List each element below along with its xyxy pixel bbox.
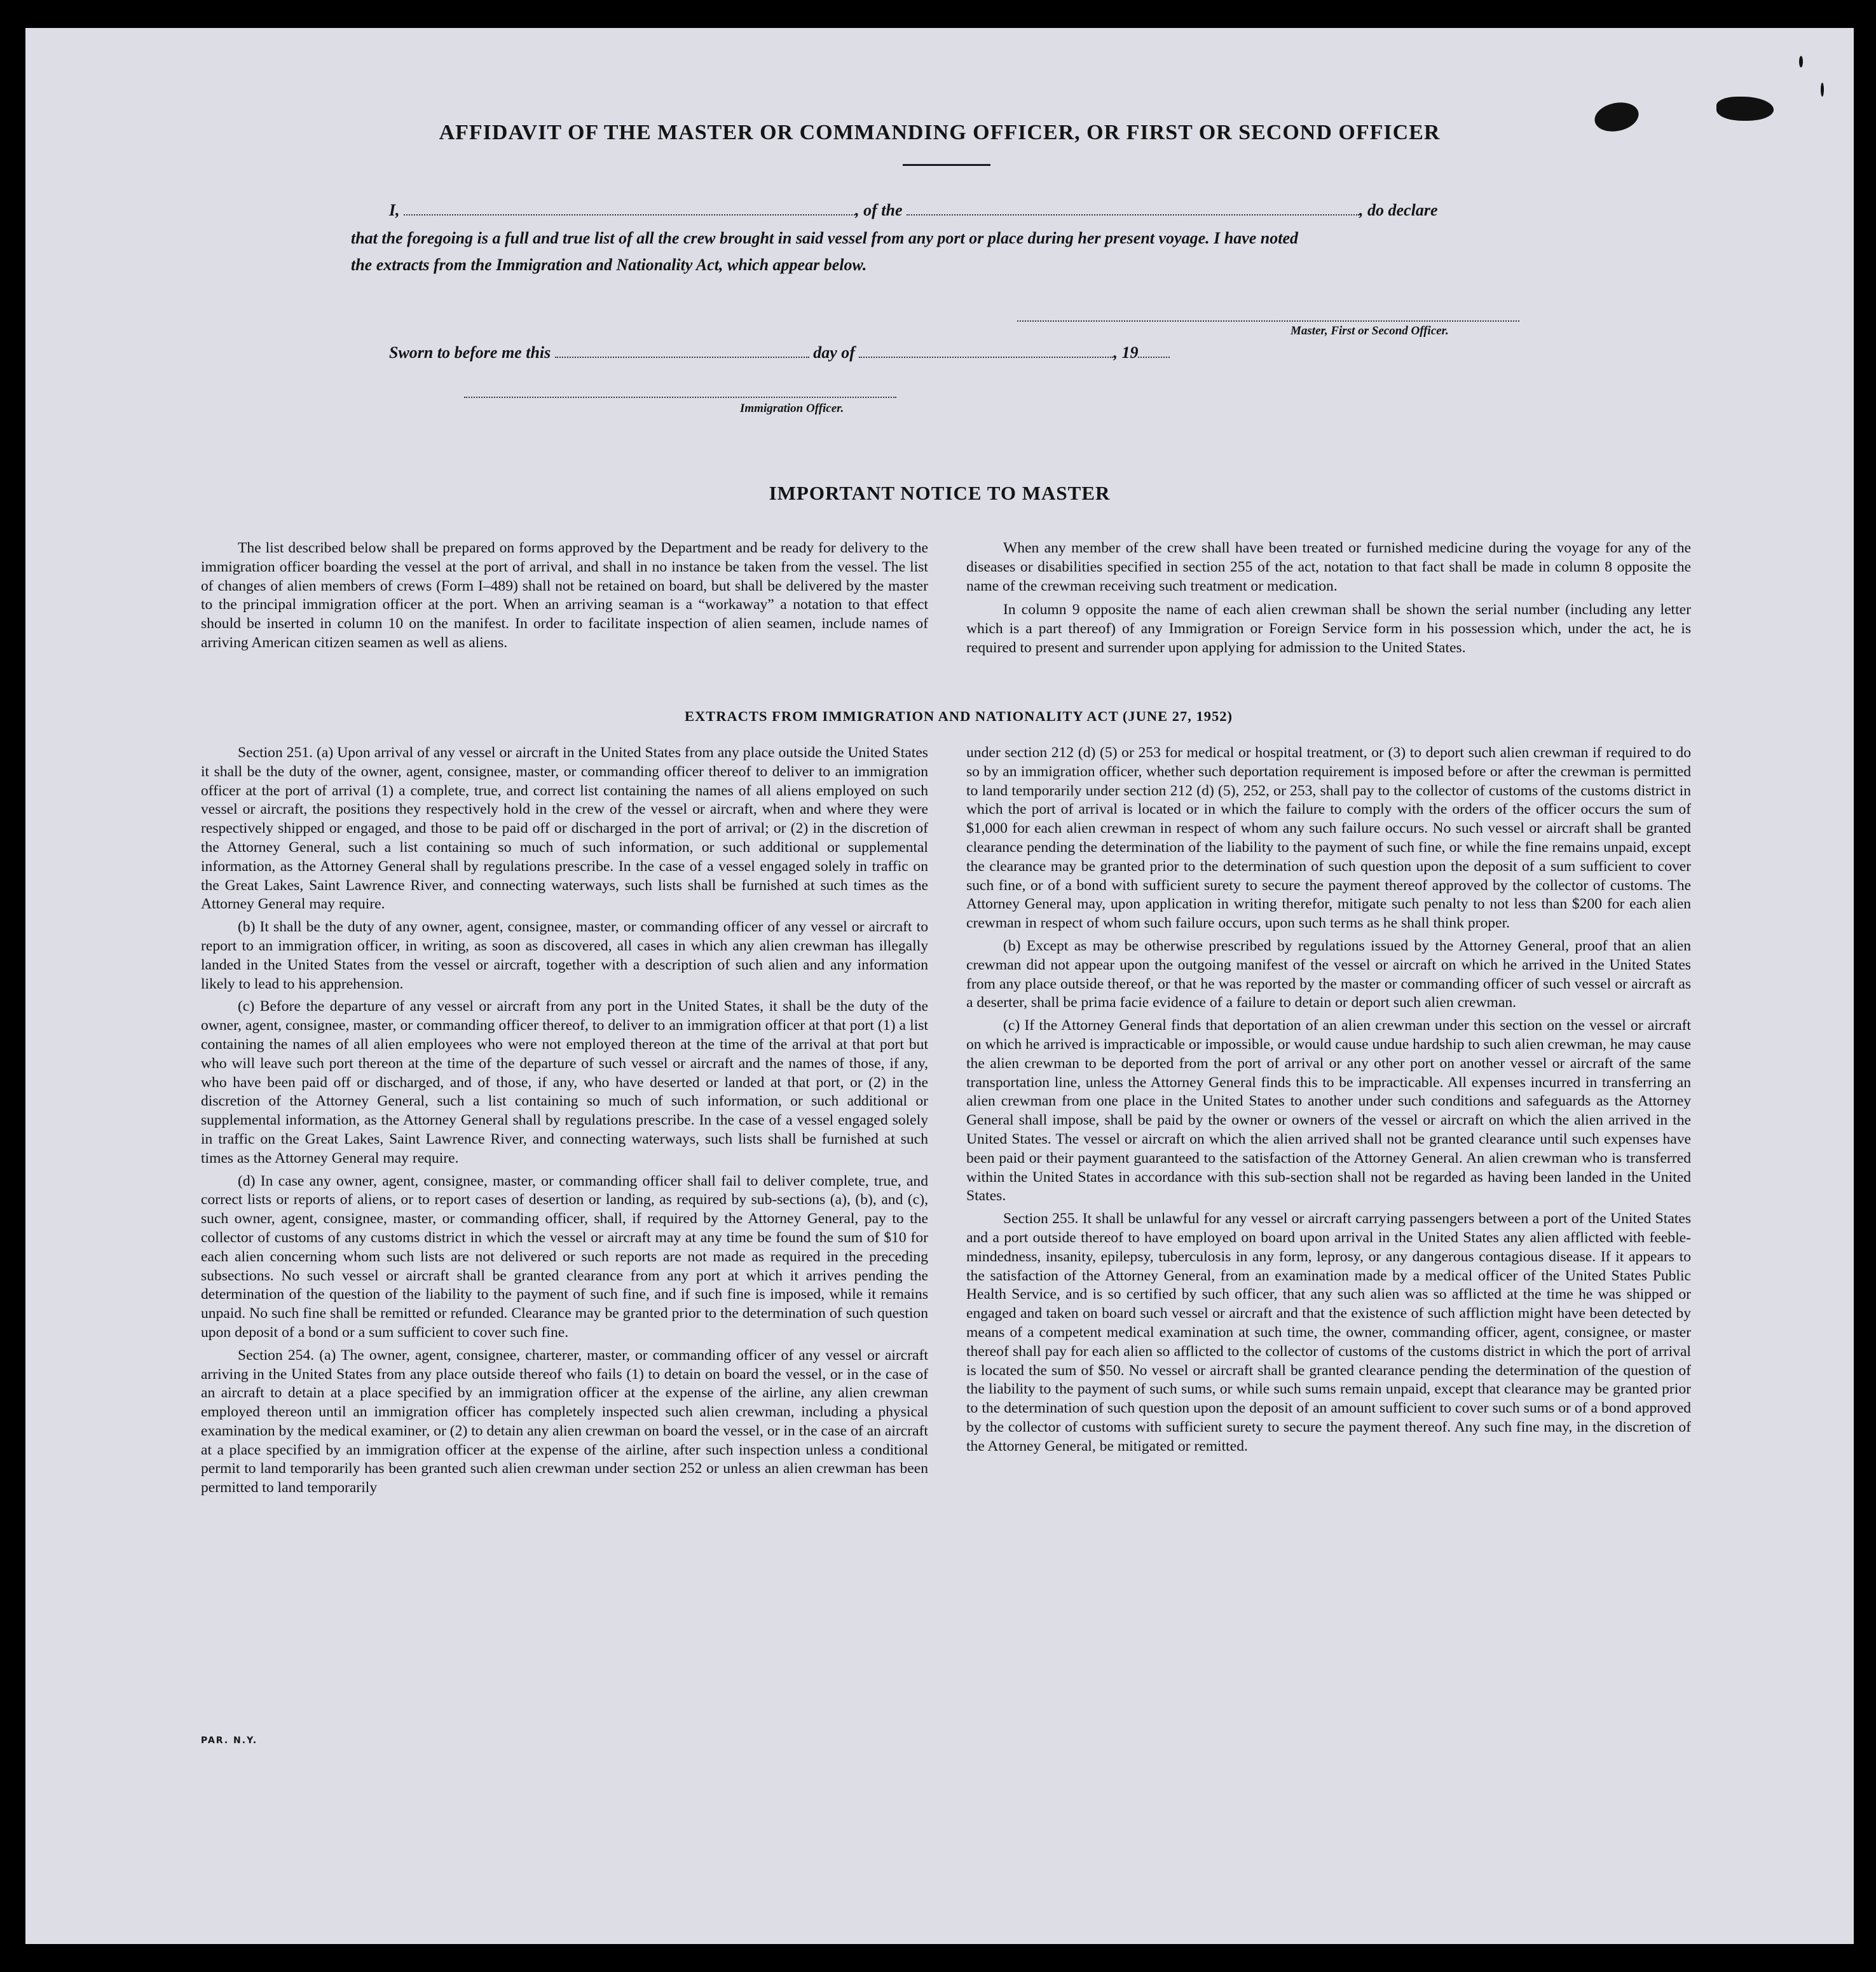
section-251-d: (d) In case any owner, agent, consignee, master, or commanding officer shall fail to deliver complete, true, and correct lists or reports of aliens, or to report cases of desertion or landing, as required by sub-sections (a), (b), and (c), such owner, agent, consignee, master, or commanding officer, shall, if required by the Attorney General, pay to the collector of customs of any customs district in which the vessel or aircraft may at any time be found the sum of $10 for each alien concerning whom such lists are not delivered or such reports are not made as required in the preceding subsections. No such vessel or aircraft shall be granted clearance from any port at which it arrives pending the determination of the question of the liability to the payment of such fine, and if such fine is imposed, while it remains unpaid. No such fine shall be remitted or refunded. Clearance may be granted prior to the determination of such question upon deposit of a bond or a sum sufficient to cover such fine. (201, 1172, 928, 1341)
sworn-prefix: Sworn to before me this (389, 343, 551, 362)
master-signature-line (1017, 320, 1519, 322)
section-254-b: (b) Except as may be otherwise prescribed by regulations issued by the Attorney General, proof that an alien crewman did not appear upon the outgoing manifest of the vessel or aircraft on which he arrived in the United States from any place outside thereof, or that he was reported by the master or commanding officer of such vessel or aircraft as a deserter, shall be prima facie evidence of a failure to detain or deport such alien crewman. (966, 937, 1691, 1011)
affidavit-title: AFFIDAVIT OF THE MASTER OR COMMANDING OFFICER, OR FIRST OR SECOND OFFICER (439, 121, 1441, 144)
title-divider (903, 164, 990, 166)
extracts-left-column (201, 744, 928, 1502)
extracts-title: EXTRACTS FROM IMMIGRATION AND NATIONALITY ACT (JUNE 27, 1952) (684, 708, 1233, 724)
ink-mark-2 (1821, 83, 1824, 97)
sworn-year-blank (1138, 344, 1170, 358)
ink-mark-1 (1799, 56, 1803, 67)
notice-title: IMPORTANT NOTICE TO MASTER (769, 482, 1111, 504)
notice-left-paragraph: The list described below shall be prepared on forms approved by the Department and be ready for delivery to the immigration officer boarding the vessel at the port of arrival, and shall in no instance be taken from the vessel. The list of changes of alien members of crews (Form I–489) shall not be retained on board, but shall be delivered by the master to the principal immigration officer at the port. When an arriving seaman is a “workaway” a notation to that effect should be inserted in column 10 on the manifest. In order to facilitate inspection of alien seamen, include names of arriving American citizen seamen as well as aliens. (201, 540, 928, 651)
extracts-right-column (966, 744, 1691, 1460)
name-blank (404, 202, 855, 216)
notice-right-paragraph-2: In column 9 opposite the name of each alien crewman shall be shown the serial number (including any letter which is a part thereof) of any Immigration or Foreign Service form in his possession which, under the act, he is required to present and surrender upon applying for admission to the United States. (966, 601, 1691, 656)
ink-blot-2 (1716, 97, 1774, 121)
sworn-month-blank (859, 344, 1113, 358)
immigration-officer-signature-line (464, 397, 896, 398)
sworn-line (389, 343, 1170, 362)
sworn-day-of: day of (813, 343, 855, 362)
sworn-date-blank (555, 344, 809, 358)
declaration-line-3: the extracts from the Immigration and Nationality Act, which appear below. (351, 256, 867, 274)
section-251-c: (c) Before the departure of any vessel or aircraft from any port in the United States, it shall be the duty of the owner, agent, consignee, master, or commanding officer thereof, to deliver to an immigration officer at that port (1) a list containing the names of all alien employees who were not employed thereon at the time of the arrival at that port but who will leave such port thereon at the time of the departure of such vessel or aircraft and the names of those, if any, who have been paid off or discharged, and of those, if any, who have deserted or landed at that port, or (2) in the discretion of the Attorney General, such a list containing so much of such information, or such additional or supplemental information, as the Attorney General shall by regulations prescribe. In the case of a vessel engaged solely in traffic on the Great Lakes, Saint Lawrence River, and connecting waterways, such lists shall be furnished at such times as the Attorney General may require. (201, 998, 928, 1167)
printer-code: PAR. N.Y. (201, 1736, 258, 1746)
declaration-line-1 (389, 201, 1437, 220)
section-251-b: (b) It shall be the duty of any owner, agent, consignee, master, or commanding officer of any vessel or aircraft to report to an immigration officer, in writing, as soon as discovered, all cases in which any alien crewman has illegally landed in the United States from the vessel or aircraft, together with a description of such alien and any information likely to lead to his apprehension. (201, 919, 928, 992)
section-255: Section 255. It shall be unlawful for any vessel or aircraft carrying passengers between a port of the United States and a port outside thereof to have employed on board upon arrival in the United States any alien afflicted with feeble-mindedness, insanity, epilepsy, tuberculosis in any form, leprosy, or any dangerous contagious disease. If it appears to the satisfaction of the Attorney General, from an examination made by a medical officer of the United States Public Health Service, and is so certified by such officer, that any such alien was so afflicted at the time he was shipped or engaged and taken on board such vessel or aircraft and that the existence of such affliction might have been detected by means of a competent medical examination at such time, the owner, commanding officer, agent, consignee, or master thereof shall pay for each alien so afflicted to the collector of customs of the customs district in which the port of arrival is located the sum of $50. No vessel or aircraft shall be granted clearance pending the determination of the question of the liability to the payment of such sums, or while such sums remain unpaid, except that clearance may be granted prior to the determination of such question upon the deposit of an amount sufficient to cover such sums or of a bond approved by the collector of customs with sufficient surety to secure the payment thereof. Any such fine may, in the discretion of the Attorney General, be mitigated or remitted. (966, 1210, 1691, 1455)
section-254-c: (c) If the Attorney General finds that deportation of an alien crewman under this section on the vessel or aircraft on which he arrived is impracticable or impossible, or would cause undue hardship to such alien crewman, he may cause the alien crewman to be deported from the port of arrival or any other port on another vessel or aircraft of the same transportation line, unless the Attorney General finds this to be impracticable. All expenses incurred in transferring an alien crewman from one place in the United States to another under such conditions and safeguards as the Attorney General shall impose, shall be paid by the owner or owners of the vessel or aircraft on which the alien arrived in the United States. The vessel or aircraft on which the alien arrived shall not be granted clearance until such expenses have been paid or their payment guaranteed to the satisfaction of the Attorney General. An alien crewman who is transferred within the United States in accordance with this sub-section shall not be regarded as having been landed in the United States. (966, 1017, 1691, 1205)
master-signature-label: Master, First or Second Officer. (1291, 324, 1449, 338)
section-251-a: Section 251. (a) Upon arrival of any vessel or aircraft in the United States from any place outside the United States it shall be the duty of the owner, agent, consignee, master, or commanding officer thereof to deliver to an immigration officer at the port of arrival (1) a complete, true, and correct list containing the names of all aliens employed on such vessel or aircraft, the positions they respectively hold in the crew of the vessel or aircraft, when and where they were respectively shipped or engaged, and those to be paid off or discharged in the port of arrival; or (2) in the discretion of the Attorney General, such a list containing so much of such information, or such additional or supplemental information, as the Attorney General shall by regulations prescribe. In the case of a vessel engaged solely in traffic on the Great Lakes, Saint Lawrence River, and connecting waterways, such lists shall be furnished at such times as the Attorney General may require. (201, 744, 928, 913)
declaration-i: I, (389, 201, 400, 219)
section-254-a-continued: under section 212 (d) (5) or 253 for medical or hospital treatment, or (3) to deport such alien crewman if required to do so by an immigration officer, whether such deportation requirement is imposed before or after the crewman is permitted to land temporarily under section 212 (d) (5), 252, or 253, shall pay to the collector of customs of the customs district in which the port of arrival is located or in which the failure to comply with the orders of the officer occurs the sum of $1,000 for each alien crewman in respect of whom any such failure occurs. No such vessel or aircraft shall be granted clearance pending the determination of the liability to the payment of such fine, or while the fine remains unpaid, except the clearance may be granted prior to the determination of such question upon the deposit of a sum sufficient to cover such fine, or of a bond with sufficient surety to secure the payment thereof approved by the collector of customs. The Attorney General may, upon application in writing therefor, mitigate such penalty to not less than $200 for each alien crewman in respect of whom such failure occurs, upon such terms as he shall think proper. (966, 744, 1691, 932)
notice-left-column (201, 539, 928, 657)
vessel-blank (907, 202, 1359, 216)
immigration-officer-label: Immigration Officer. (740, 402, 844, 415)
notice-right-paragraph-1: When any member of the crew shall have been treated or furnished medicine during the voyage for any of the diseases or disabilities specified in section 255 of the act, notation to that fact shall be made in column 8 opposite the name of the crewman receiving such treatment or medication. (966, 540, 1691, 594)
section-254-a: Section 254. (a) The owner, agent, consignee, charterer, master, or commanding officer of any vessel or aircraft arriving in the United States from any place outside thereof who fails (1) to detain on board the vessel, or in the case of an aircraft to detain at a place specified by an immigration officer at the expense of the airline, any alien crewman employed thereon until an immigration officer has completely inspected such alien crewman, including a physical examination by the medical examiner, or (2) to detain any alien crewman on board the vessel, or in the case of an aircraft at a place specified by an immigration officer at the expense of the airline, after such inspection unless a conditional permit to land temporarily has been granted such alien crewman under section 252 or unless an alien crewman has been permitted to land temporarily (201, 1346, 928, 1496)
declaration-do-declare: , do declare (1359, 201, 1438, 219)
sworn-year: , 19 (1113, 343, 1139, 362)
document-page (25, 28, 1854, 1944)
declaration-line-2: that the foregoing is a full and true list of all the crew brought in said vessel from any port or place during her present voyage. I have noted (351, 229, 1299, 247)
declaration-of-the: , of the (855, 201, 903, 219)
notice-right-column (966, 539, 1691, 662)
